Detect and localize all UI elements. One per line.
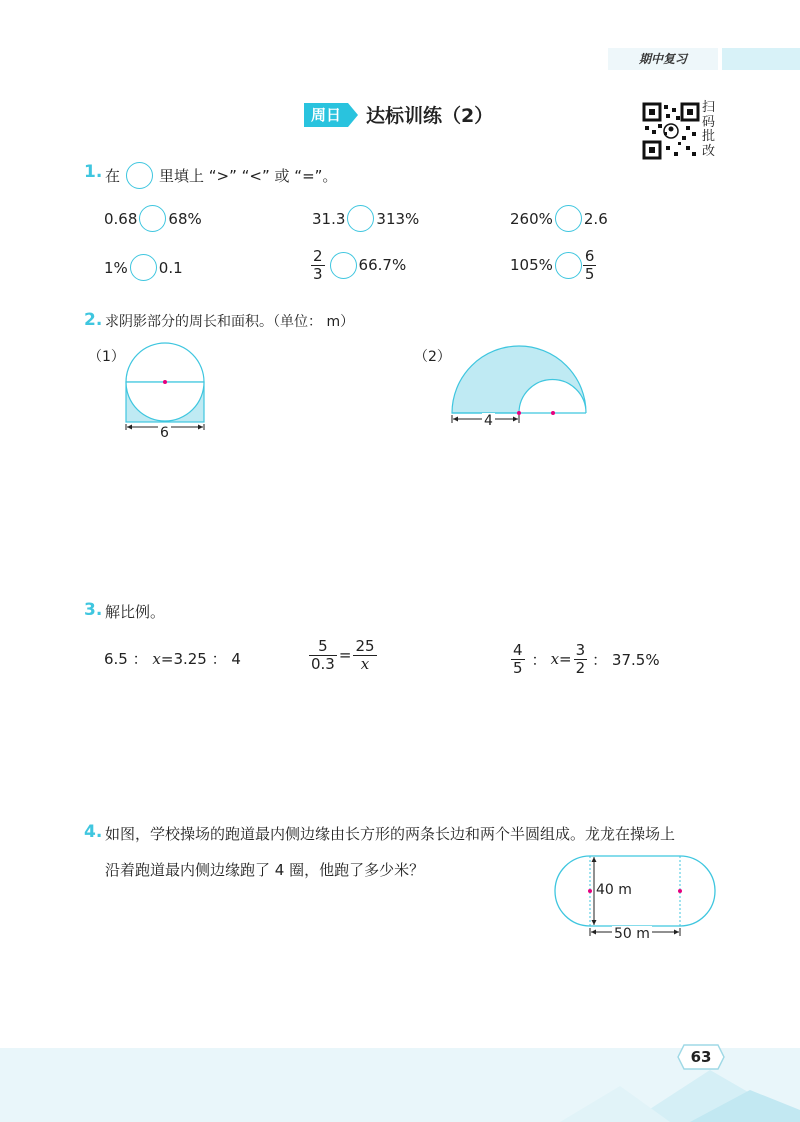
day-badge-arrow [348, 103, 358, 127]
answer-circle-3[interactable] [555, 205, 582, 232]
q1-item-4-right: 0.1 [158, 258, 183, 277]
q1-item-4-left: 1% [104, 258, 128, 277]
q4-line-2: 沿着跑道最内侧边缘跑了 4 圈，他跑了多少米？ [105, 861, 425, 879]
q3-number: 3. [84, 600, 103, 620]
big-center-dot [517, 411, 521, 415]
q1-item-4 [104, 254, 183, 281]
q2-fig2-label: （2） [414, 349, 451, 365]
fraction-denominator: 2 [575, 658, 586, 677]
day-badge: 周日 [304, 103, 348, 127]
page-number: 63 [690, 1048, 712, 1066]
q1-item-5 [312, 248, 406, 282]
eq1-part-b: =3.25 ： 4 [160, 650, 241, 668]
qr-label: 扫码批改 [702, 100, 716, 159]
fraction-numerator: 4 [513, 641, 523, 659]
fraction-denominator: 5 [513, 658, 523, 677]
q1-item-1-right: 68% [168, 209, 202, 228]
small-center-dot [551, 411, 555, 415]
fraction-denominator: 0.3 [311, 654, 335, 673]
q1-item-6 [510, 248, 595, 282]
q4-line-1: 如图，学校操场的跑道最内侧边缘由长方形的两条长边和两个半圆组成。龙龙在操场上 [105, 825, 676, 843]
left-center-dot [588, 889, 592, 893]
eq1-part-a: 6.5 ： [104, 650, 148, 668]
right-center-dot [678, 889, 682, 893]
qr-code-icon[interactable] [642, 102, 700, 160]
q1-item-3-left: 260% [510, 209, 553, 228]
q4-number: 4. [84, 822, 103, 842]
q1-prompt-circle [126, 162, 153, 189]
q1-item-6-fraction [584, 248, 596, 282]
eq3-equals: = [559, 650, 572, 668]
q2-fig1-dimension: 6 [160, 425, 169, 441]
q1-item-6-left: 105% [510, 256, 553, 274]
fraction-denominator: x [360, 654, 370, 673]
page-title: 达标训练（2） [366, 105, 494, 127]
eq3-right-fraction [575, 642, 587, 676]
header-strip [722, 48, 800, 70]
q2-prompt: 求阴影部分的周长和面积。（单位： m） [105, 314, 355, 330]
q1-item-2 [312, 205, 419, 232]
q1-prompt-after: 里填上 “>” “<” 或 “=”。 [159, 167, 338, 185]
fraction-numerator: 5 [318, 637, 328, 655]
q1-item-2-right: 313% [376, 209, 420, 228]
q4-height-label: 40 m [596, 882, 632, 898]
q2-fig2-dimension: 4 [484, 413, 493, 429]
fraction-numerator: 3 [575, 641, 586, 659]
q2-fig1-label: （1） [88, 349, 125, 365]
fraction-numerator: 6 [584, 247, 595, 265]
center-dot [163, 380, 167, 384]
q3-equation-3 [512, 642, 660, 676]
q1-item-2-left: 31.3 [312, 209, 346, 228]
q1-item-1 [104, 205, 202, 232]
fraction-numerator: 2 [313, 247, 323, 265]
q3-equation-1 [104, 648, 241, 669]
eq3-variable: x [550, 650, 560, 668]
section-tab: 期中复习 [608, 48, 718, 70]
q1-item-3 [510, 205, 608, 232]
fraction-numerator: 25 [355, 637, 375, 655]
fraction-denominator: 3 [313, 264, 323, 283]
eq2-equals: = [338, 646, 352, 664]
answer-circle-2[interactable] [347, 205, 374, 232]
q2-number: 2. [84, 310, 103, 330]
fraction-denominator: 5 [584, 264, 595, 283]
q3-equation-2 [310, 638, 376, 672]
q1-item-5-fraction [312, 248, 324, 282]
q4-length-label: 50 m [614, 926, 650, 942]
answer-circle-5[interactable] [330, 252, 357, 279]
q3-prompt: 解比例。 [105, 603, 166, 621]
eq3-tail: ： 37.5% [592, 650, 660, 669]
q1-prompt-before: 在 [105, 167, 121, 185]
eq3-colon: ： [531, 650, 547, 669]
q1-item-3-right: 2.6 [583, 209, 608, 228]
eq2-right-fraction [354, 638, 375, 672]
q2-figure-2 [446, 338, 596, 438]
answer-circle-4[interactable] [130, 254, 157, 281]
eq1-variable: x [152, 650, 161, 668]
eq2-left-fraction [310, 638, 336, 672]
track-outline [555, 856, 715, 926]
answer-circle-6[interactable] [555, 252, 582, 279]
q1-item-1-left: 0.68 [104, 209, 138, 228]
q1-item-5-right: 66.7% [358, 256, 407, 274]
eq3-left-fraction [512, 642, 524, 676]
answer-circle-1[interactable] [139, 205, 166, 232]
shaded-half-ring [452, 346, 586, 413]
q1-number: 1. [84, 162, 103, 182]
